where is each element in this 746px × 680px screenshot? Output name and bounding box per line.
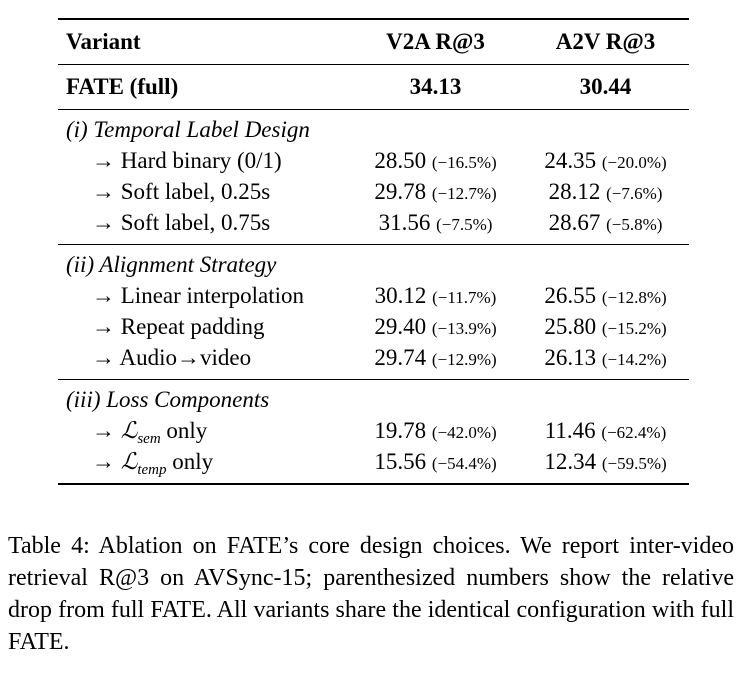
arrow-icon: → bbox=[92, 282, 115, 308]
v2a-value: 29.74 bbox=[374, 344, 427, 370]
v2a-value: 31.56 bbox=[378, 209, 431, 235]
table-row bbox=[58, 415, 689, 446]
variant-label: Linear interpolation bbox=[120, 282, 305, 308]
loss-subscript: sem bbox=[137, 430, 161, 447]
table-caption: Table 4: Ablation on FATE’s core design choices. We report inter-video retrieval R@3 on AVSync-15; parenthesized numbers show the relative drop from full FATE. All variants share the identical configuration with full FATE. bbox=[8, 533, 734, 655]
variant-cell bbox=[92, 417, 208, 447]
v2a-cell bbox=[358, 345, 513, 371]
a2v-value: 26.13 bbox=[544, 344, 597, 370]
a2v-cell bbox=[528, 148, 683, 174]
header-variant: Variant bbox=[66, 28, 141, 54]
a2v-drop: (−5.8%) bbox=[606, 214, 663, 234]
v2a-cell bbox=[358, 449, 513, 475]
v2a-value: 29.40 bbox=[374, 313, 427, 339]
a2v-cell bbox=[528, 210, 683, 236]
variant-cell bbox=[92, 179, 270, 205]
arrow-icon: → bbox=[92, 178, 115, 204]
arrow-icon: → bbox=[92, 147, 115, 173]
table-row bbox=[58, 176, 689, 207]
v2a-value: 19.78 bbox=[374, 417, 427, 443]
ablation-table bbox=[58, 18, 689, 485]
a2v-value: 24.35 bbox=[544, 147, 597, 173]
v2a-drop: (−16.5%) bbox=[431, 152, 497, 172]
variant-cell bbox=[92, 314, 264, 340]
v2a-cell bbox=[358, 148, 513, 174]
section-title: (i) Temporal Label Design bbox=[66, 116, 310, 142]
variant-cell bbox=[92, 148, 282, 174]
v2a-cell bbox=[358, 210, 513, 236]
full-a2v: 30.44 bbox=[579, 73, 632, 99]
a2v-value: 12.34 bbox=[544, 448, 597, 474]
variant-label: Repeat padding bbox=[120, 313, 265, 339]
a2v-value: 26.55 bbox=[544, 282, 597, 308]
table-row bbox=[58, 446, 689, 477]
bottom-rule bbox=[58, 483, 689, 485]
section-title: (ii) Alignment Strategy bbox=[66, 251, 277, 277]
a2v-drop: (−59.5%) bbox=[601, 453, 667, 473]
table-row bbox=[58, 311, 689, 342]
v2a-value: 29.78 bbox=[374, 178, 427, 204]
section-title-row bbox=[58, 249, 689, 280]
v2a-drop: (−12.7%) bbox=[431, 183, 497, 203]
v2a-value: 30.12 bbox=[374, 282, 427, 308]
a2v-drop: (−15.2%) bbox=[601, 318, 667, 338]
table-row bbox=[58, 342, 689, 373]
v2a-cell bbox=[358, 179, 513, 205]
a2v-drop: (−12.8%) bbox=[601, 287, 667, 307]
loss-symbol: ℒ bbox=[120, 417, 138, 444]
arrow-icon: → bbox=[92, 417, 115, 443]
loss-symbol: ℒ bbox=[120, 448, 138, 475]
header-row bbox=[58, 26, 689, 57]
section-title-row bbox=[58, 384, 689, 415]
v2a-drop: (−42.0%) bbox=[431, 422, 497, 442]
variant-label: Soft label, 0.25s bbox=[120, 178, 271, 204]
a2v-cell bbox=[528, 179, 683, 205]
v2a-cell bbox=[358, 314, 513, 340]
a2v-cell bbox=[528, 345, 683, 371]
a2v-drop: (−14.2%) bbox=[601, 349, 667, 369]
arrow-icon: → bbox=[92, 209, 115, 235]
variant-label: only bbox=[166, 448, 214, 474]
variant-cell bbox=[92, 210, 270, 236]
arrow-icon: → bbox=[92, 344, 115, 370]
v2a-drop: (−12.9%) bbox=[431, 349, 497, 369]
table-row bbox=[58, 145, 689, 176]
a2v-value: 28.12 bbox=[548, 178, 601, 204]
a2v-drop: (−62.4%) bbox=[601, 422, 667, 442]
arrow-icon: → bbox=[92, 313, 115, 339]
table-row bbox=[58, 207, 689, 238]
a2v-cell bbox=[528, 314, 683, 340]
variant-cell bbox=[92, 283, 304, 309]
v2a-cell bbox=[358, 418, 513, 444]
a2v-value: 28.67 bbox=[548, 209, 601, 235]
section-title: (iii) Loss Components bbox=[66, 386, 270, 412]
v2a-drop: (−54.4%) bbox=[431, 453, 497, 473]
v2a-drop: (−13.9%) bbox=[431, 318, 497, 338]
full-v2a: 34.13 bbox=[409, 73, 462, 99]
a2v-cell bbox=[528, 449, 683, 475]
variant-label: only bbox=[160, 417, 208, 443]
a2v-drop: (−20.0%) bbox=[601, 152, 667, 172]
variant-label: Hard binary (0/1) bbox=[120, 147, 282, 173]
header-a2v: A2V R@3 bbox=[555, 28, 656, 54]
variant-label: Audio→video bbox=[119, 344, 252, 370]
loss-subscript: temp bbox=[137, 461, 167, 478]
variant-cell bbox=[92, 448, 214, 478]
v2a-cell bbox=[358, 283, 513, 309]
v2a-value: 15.56 bbox=[374, 448, 427, 474]
variant-cell bbox=[92, 345, 251, 371]
full-row bbox=[58, 71, 689, 102]
arrow-icon: → bbox=[92, 448, 115, 474]
a2v-drop: (−7.6%) bbox=[606, 183, 663, 203]
variant-label: Soft label, 0.75s bbox=[120, 209, 271, 235]
v2a-drop: (−11.7%) bbox=[432, 287, 497, 307]
header-v2a: V2A R@3 bbox=[386, 28, 485, 54]
v2a-drop: (−7.5%) bbox=[436, 214, 493, 234]
section-title-row bbox=[58, 114, 689, 145]
a2v-value: 11.46 bbox=[544, 417, 596, 443]
a2v-value: 25.80 bbox=[544, 313, 597, 339]
v2a-value: 28.50 bbox=[374, 147, 427, 173]
a2v-cell bbox=[528, 283, 683, 309]
full-variant: FATE (full) bbox=[66, 73, 179, 99]
table-row bbox=[58, 280, 689, 311]
a2v-cell bbox=[528, 418, 683, 444]
